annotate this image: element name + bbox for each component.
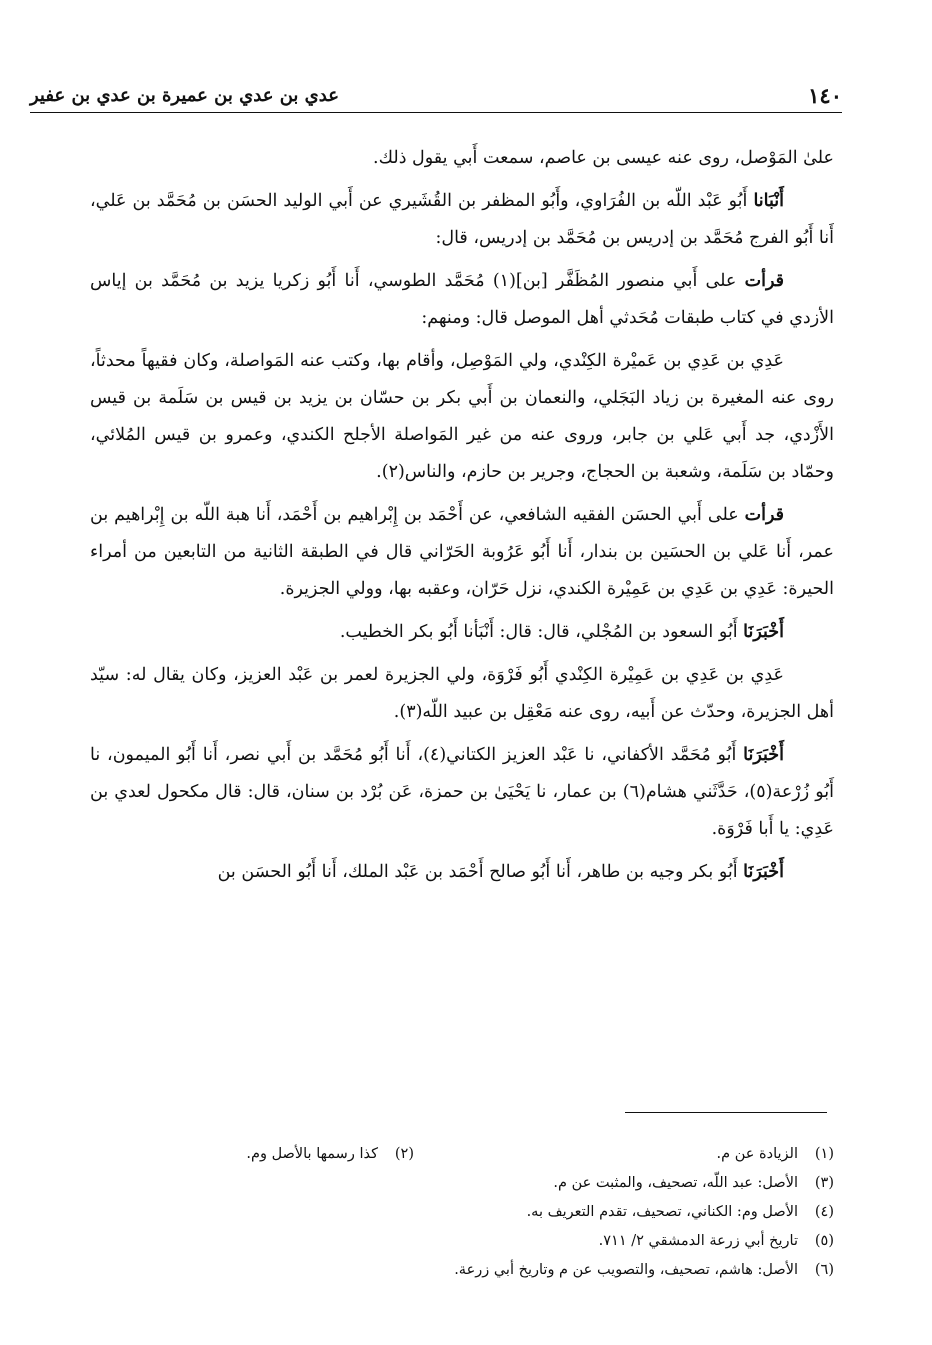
footnote-separator [625,1112,827,1113]
transmission-keyword: قرأت [744,505,784,525]
footnote [246,1140,414,1169]
paragraph [90,263,834,337]
transmission-keyword: أَنْبَانا [753,191,784,211]
transmission-keyword: أَخْبَرَنَا [743,862,784,882]
footnote-text: الأصل: هاشم، تصحيف، والتصويب عن م وتاريخ أبي زرعة. [454,1262,798,1278]
transmission-keyword: قرأت [744,271,784,291]
paragraph-text: أَبُو بكر وجيه بن طاهر، أَنا أَبُو صالح أَحْمَد بن عَبْد الملك، أَنا أَبُو الحسَن بن [217,862,744,882]
transmission-keyword: أَخْبَرَنَا [743,622,784,642]
footnote-text: تاريخ أبي زرعة الدمشقي ٢/ ٧١١. [598,1233,798,1249]
paragraph-text: عَدِي بن عَدِي بن عَمِيْرة الكِنْدي أَبُو فَرْوَة، ولي الجزيرة لعمر بن عَبْد العزيز، وكان يقال له: سيّد أهل الجزيرة، وحدّث عن أَبيه، روى عنه مَعْقِل بن عبيد اللّه(٣). [90,665,834,722]
footnotes [90,1140,834,1285]
footnote-row [90,1256,834,1285]
footnote [553,1169,834,1198]
running-title: عدي بن عدي بن عميرة بن عدي بن عفير [30,85,339,106]
paragraph [90,737,834,848]
page-number: ١٤٠ [808,83,842,108]
paragraph [90,183,834,257]
running-header [30,82,842,113]
paragraph [90,140,834,177]
paragraph-text: على أَبي الحسَن الفقيه الشافعي، عن أَحْمَد بن إِبْراهيم بن أَحْمَد، أَنا هبة اللّه بن إِبْراهيم بن عمر، أَنا عَلي بن الحسَين بن بندار، أَنا أَبُو عَرُوبة الحَرّاني قال في الطبقة الثانية من التابعين من أمراء الحيرة: عَدِي بن عَدِي بن عَمِيْرة الكندي، نزل حَرّان، وعقبه بها، وولي الجزيرة. [90,505,834,599]
paragraph-text: على أَبي منصور المُظَفَّر [بن](١) مُحَمَّد الطوسي، أَنا أَبُو زكريا يزيد بن مُحَمَّد بن إياس الأزدي في كتاب طبقات مُحَدثي أهل الموصل قال: ومنهم: [90,271,834,328]
transmission-keyword: أَخْبَرَنَا [743,745,784,765]
footnote-number: (٥) [814,1233,834,1249]
footnote [454,1256,834,1285]
footnote-text: كذا رسمها بالأصل وم. [246,1146,378,1162]
footnote [599,1227,834,1256]
footnote-row [90,1140,834,1169]
footnote-row [90,1198,834,1227]
footnote-number: (٦) [814,1262,834,1278]
paragraph-text: عَدِي بن عَدِي بن عَميْرة الكِنْدي، ولي المَوْصِل، وأقام بها، وكتب عنه المَواصلة، وكان فقيهاً محدثاً، روى عنه المغيرة بن زياد البَجَلي، والنعمان بن أَبي بكر بن حسّان بن يزيد بن قيس بن سَلَمة بن قيس الأَزْدي، جد أَبي عَلي بن جابر، وروى عنه من غير المَواصلة الأجلح الكندي، وعمرو بن قيس المُلائي، وحمّاد بن سَلَمة، وشعبة بن الحجاج، وجرير بن حازم، والناس(٢). [90,351,834,482]
footnote-text: الأصل: عبد اللّه، تصحيف، والمثبت عن م. [553,1175,798,1191]
paragraph [90,657,834,731]
footnote-row [90,1169,834,1198]
footnote-number: (١) [814,1146,834,1162]
footnote [414,1140,834,1169]
footnote-text: الأصل وم: الكناني، تصحيف، تقدم التعريف به. [526,1204,798,1220]
footnote-row [90,1227,834,1256]
footnote [527,1198,834,1227]
main-text [90,140,834,897]
paragraph [90,343,834,491]
footnote-number: (٤) [814,1204,834,1220]
paragraph [90,497,834,608]
footnote-number: (٢) [394,1146,414,1162]
footnote-number: (٣) [814,1175,834,1191]
paragraph [90,614,834,651]
paragraph-text: أَبُو عَبْد اللّه بن الفُرَاوي، وأَبُو المظفر بن القُشَيري عن أَبي الوليد الحسَن بن مُحَمَّد بن عَلي، أَنا أَبُو الفرج مُحَمَّد بن إدريس بن مُحَمَّد بن إدريس، قال: [90,191,834,248]
paragraph [90,854,834,891]
paragraph-text: أَبُو السعود بن المُجْلي، قال: قال: أَنْبَأنا أَبُو بكر الخطيب. [339,622,744,642]
paragraph-text: أَبُو مُحَمَّد الأكفاني، نا عَبْد العزيز الكتاني(٤)، أَنا أَبُو مُحَمَّد بن أَبي نصر، أَنا أَبُو الميمون، نا أَبُو زُرْعة(٥)، حَدَّثَني هشام(٦) بن عمار، نا يَحْيَىٰ بن حمزة، عَن بُرْد بن سنان، قال: قال مكحول لعدي بن عَدِي: يا أَبا فَرْوَة. [90,745,835,839]
paragraph-text: علىٰ المَوْصل، روى عنه عيسى بن عاصم، سمعت أَبي يقول ذلك. [373,148,834,168]
footnote-text: الزيادة عن م. [716,1146,798,1162]
